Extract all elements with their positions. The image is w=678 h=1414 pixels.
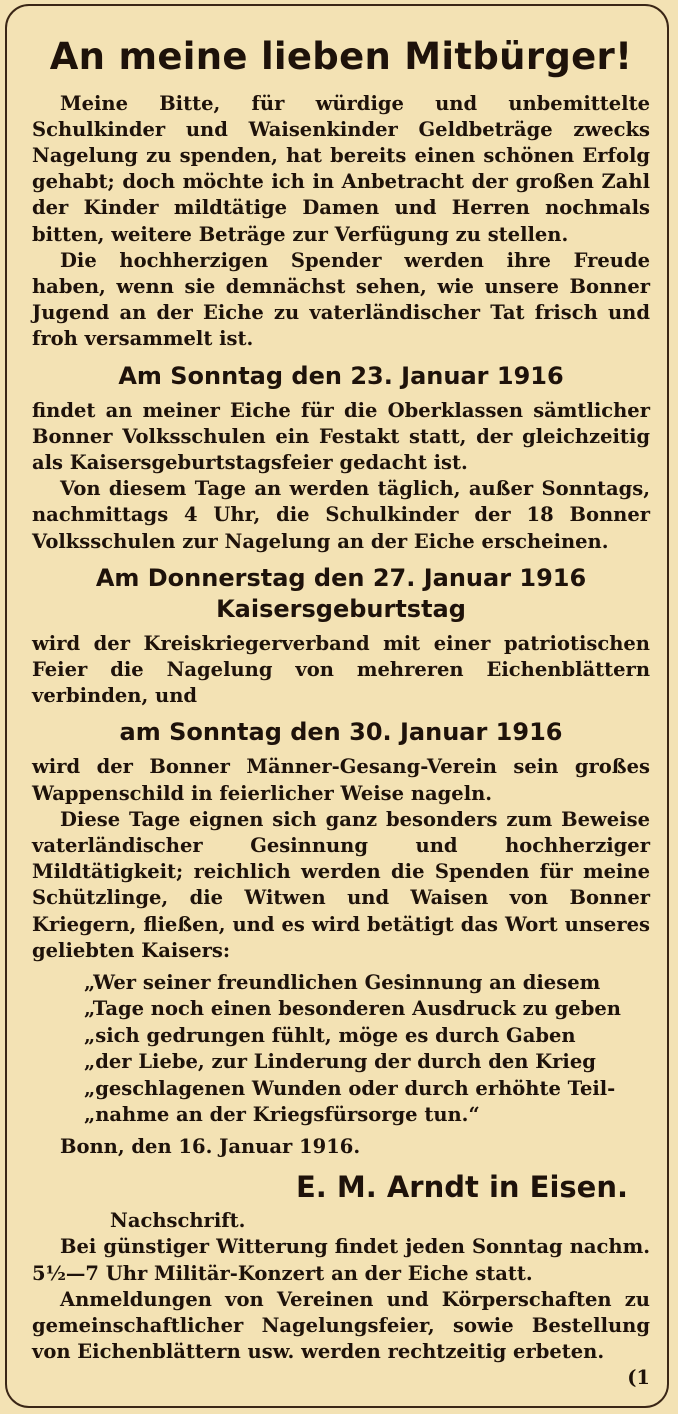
quote-line: „Tage noch einen besonderen Ausdruck zu geben — [84, 997, 621, 1021]
heading-sunday-30: am Sonntag den 30. Januar 1916 — [119, 718, 563, 747]
postscript-label: Nachschrift. — [110, 1209, 246, 1233]
intro-paragraph-1: Meine Bitte, für würdige und unbemittelte Schulkinder und Waisenkinder Geldbeträge zwecks Nagelung zu spenden, hat bereits einen schönen Erfolg gehabt; doch möchte ich in Anbetracht der großen Zahl der Kinder mildtätige Damen und Herren nochmals bitten, weitere Beträge zur Verfügung zu stellen. — [32, 91, 650, 246]
section-1-paragraph-b: Von diesem Tage an werden täglich, außer Sonntags, nachmittags 4 Uhr, die Schulkinder der 18 Bonner Volksschulen zur Nagelung an der Eiche erscheinen. — [32, 477, 650, 553]
postscript-text: Anmeldungen von Vereinen und Körperschaften zu gemeinschaftlicher Nagelungsfeier, sowie Bestellung von Eichenblättern usw. werden rechtzeitig erbeten. — [32, 1287, 650, 1364]
section-3-paragraph-a: wird der Bonner Männer-Gesang-Verein sein großes Wappenschild in feierlicher Weise nageln. — [32, 755, 650, 805]
notice-content — [32, 30, 650, 1392]
heading-sunday-23: Am Sonntag den 23. Januar 1916 — [118, 361, 564, 390]
quote-line: „sich gedrungen fühlt, möge es durch Gaben — [84, 1023, 576, 1047]
postscript-paragraph-1: Bei günstiger Witterung findet jeden Sonntag nachm. 5½—7 Uhr Militär-Konzert an der Eiche statt. — [32, 1235, 650, 1285]
intro-paragraph-2: Die hochherzigen Spender werden ihre Freude haben, wenn sie demnächst sehen, wie unsere Bonner Jugend an der Eiche zu vaterländischer Tat frisch und froh versammelt ist. — [32, 248, 650, 351]
postscript-paragraph-2 — [32, 1287, 650, 1390]
quote-line: „der Liebe, zur Linderung der durch den Krieg — [84, 1050, 596, 1074]
section-3-paragraph-b: Diese Tage eignen sich ganz besonders zum Beweise vaterländischer Gesinnung und hochherziger Mildtätigkeit; reichlich werden die Spenden für meine Schützlinge, die Witwen und Waisen von Bonner Kriegern, fließen, und es wird betätigt das Wort unseres geliebten Kaisers: — [32, 807, 650, 962]
notice-title: An meine lieben Mitbürger! — [49, 35, 633, 78]
emperor-quote — [84, 970, 650, 1128]
heading-thursday-27: Am Donnerstag den 27. Januar 1916 — [95, 563, 587, 592]
date-line: Bonn, den 16. Januar 1916. — [60, 1135, 361, 1159]
end-mark: (1 — [627, 1366, 650, 1390]
quote-line: „Wer seiner freundlichen Gesinnung an diesem — [84, 971, 601, 995]
heading-kaisersgeburtstag: Kaisersgeburtstag — [216, 594, 466, 623]
quote-line: „nahme an der Kriegsfürsorge tun.“ — [84, 1103, 480, 1127]
section-1-paragraph-a: findet an meiner Eiche für die Oberklassen sämtlicher Bonner Volksschulen ein Festakt statt, der gleichzeitig als Kaisersgeburtstagsfeier gedacht ist. — [32, 398, 650, 474]
quote-line: „geschlagenen Wunden oder durch erhöhte Teil- — [84, 1076, 616, 1100]
section-2-paragraph: wird der Kreiskriegerverband mit einer patriotischen Feier die Nagelung von mehreren Eichenblättern verbinden, und — [32, 631, 650, 708]
signature: E. M. Arndt in Eisen. — [295, 1170, 628, 1205]
